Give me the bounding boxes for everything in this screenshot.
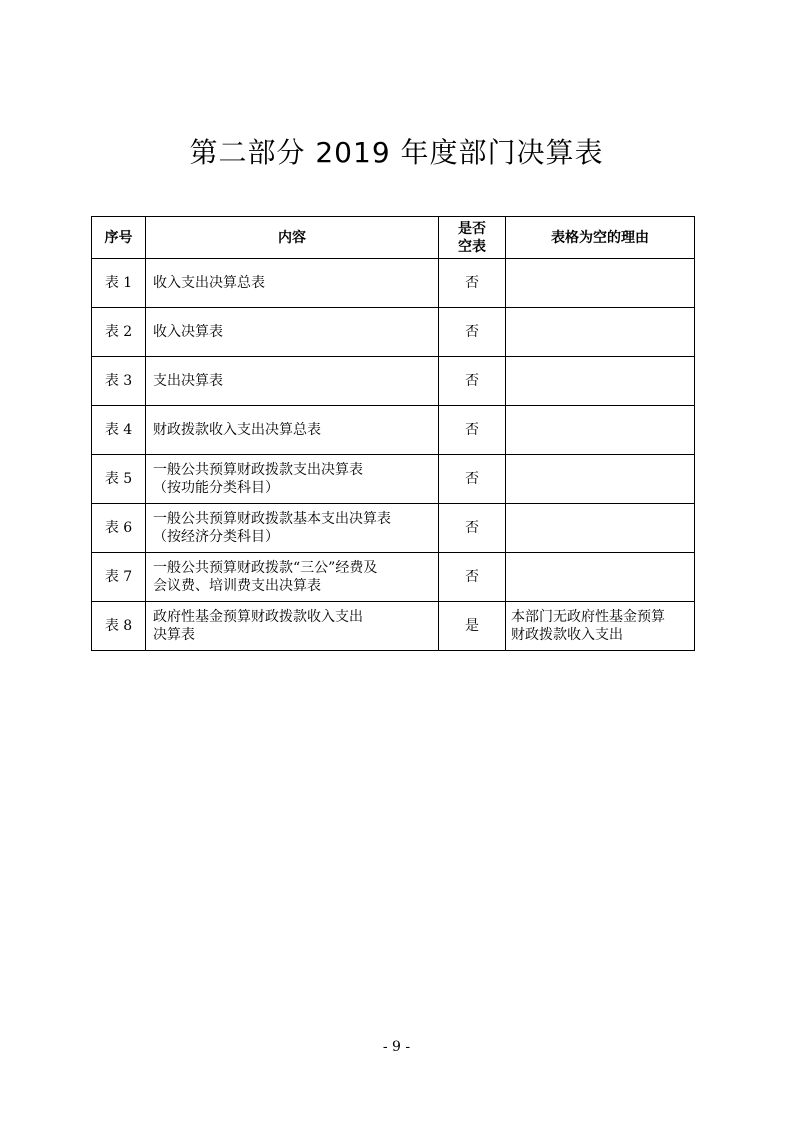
table-row [92, 504, 695, 553]
row-is-empty: 是 [439, 602, 506, 651]
row-content-line: 收入决算表 [153, 324, 223, 340]
row-is-empty: 否 [439, 553, 506, 602]
header-empty-line-2: 空表 [458, 238, 486, 255]
row-empty-reason [506, 504, 695, 553]
row-number: 表 5 [92, 455, 146, 504]
row-is-empty: 否 [439, 308, 506, 357]
row-number: 表 3 [92, 357, 146, 406]
table-row [92, 406, 695, 455]
row-content-line: （按功能分类科目） [153, 480, 279, 496]
header-empty-line-1: 是否 [458, 220, 486, 237]
table-row [92, 308, 695, 357]
row-content-line: 一般公共预算财政拨款“三公”经费及 [153, 560, 378, 576]
row-content-line: 一般公共预算财政拨款支出决算表 [153, 462, 363, 478]
table-row [92, 259, 695, 308]
row-is-empty: 否 [439, 455, 506, 504]
row-number: 表 2 [92, 308, 146, 357]
row-content [146, 406, 439, 455]
row-content [146, 259, 439, 308]
row-empty-reason [506, 357, 695, 406]
row-empty-reason [506, 602, 695, 651]
row-empty-reason [506, 553, 695, 602]
table-row [92, 455, 695, 504]
row-content-line: 政府性基金预算财政拨款收入支出 [153, 609, 363, 625]
tables-list [91, 216, 695, 651]
page-number: - 9 - [382, 1039, 411, 1055]
header-empty [439, 217, 506, 259]
table-header-row [92, 217, 695, 259]
table-row [92, 553, 695, 602]
row-number: 表 8 [92, 602, 146, 651]
row-is-empty: 否 [439, 259, 506, 308]
row-empty-reason [506, 259, 695, 308]
row-content [146, 357, 439, 406]
row-number: 表 6 [92, 504, 146, 553]
table-row [92, 357, 695, 406]
row-number: 表 1 [92, 259, 146, 308]
page-title: 第二部分 2019 年度部门决算表 [189, 136, 604, 169]
row-content-line: 决算表 [153, 627, 195, 643]
row-content-line: 财政拨款收入支出决算总表 [153, 422, 321, 438]
row-is-empty: 否 [439, 406, 506, 455]
row-content-line: 会议费、培训费支出决算表 [153, 578, 321, 594]
header-content: 内容 [146, 217, 439, 259]
row-content [146, 553, 439, 602]
row-content-line: （按经济分类科目） [153, 529, 279, 545]
row-reason-line: 本部门无政府性基金预算 [511, 609, 665, 625]
row-empty-reason [506, 455, 695, 504]
row-content [146, 455, 439, 504]
row-number: 表 7 [92, 553, 146, 602]
header-no: 序号 [92, 217, 146, 259]
row-number: 表 4 [92, 406, 146, 455]
row-content [146, 308, 439, 357]
row-is-empty: 否 [439, 504, 506, 553]
row-content [146, 602, 439, 651]
row-empty-reason [506, 406, 695, 455]
row-empty-reason [506, 308, 695, 357]
row-content [146, 504, 439, 553]
row-content-line: 收入支出决算总表 [153, 275, 265, 291]
header-reason: 表格为空的理由 [506, 217, 695, 259]
row-content-line: 支出决算表 [153, 373, 223, 389]
row-reason-line: 财政拨款收入支出 [511, 627, 623, 643]
table-row [92, 602, 695, 651]
row-content-line: 一般公共预算财政拨款基本支出决算表 [153, 511, 391, 527]
row-is-empty: 否 [439, 357, 506, 406]
